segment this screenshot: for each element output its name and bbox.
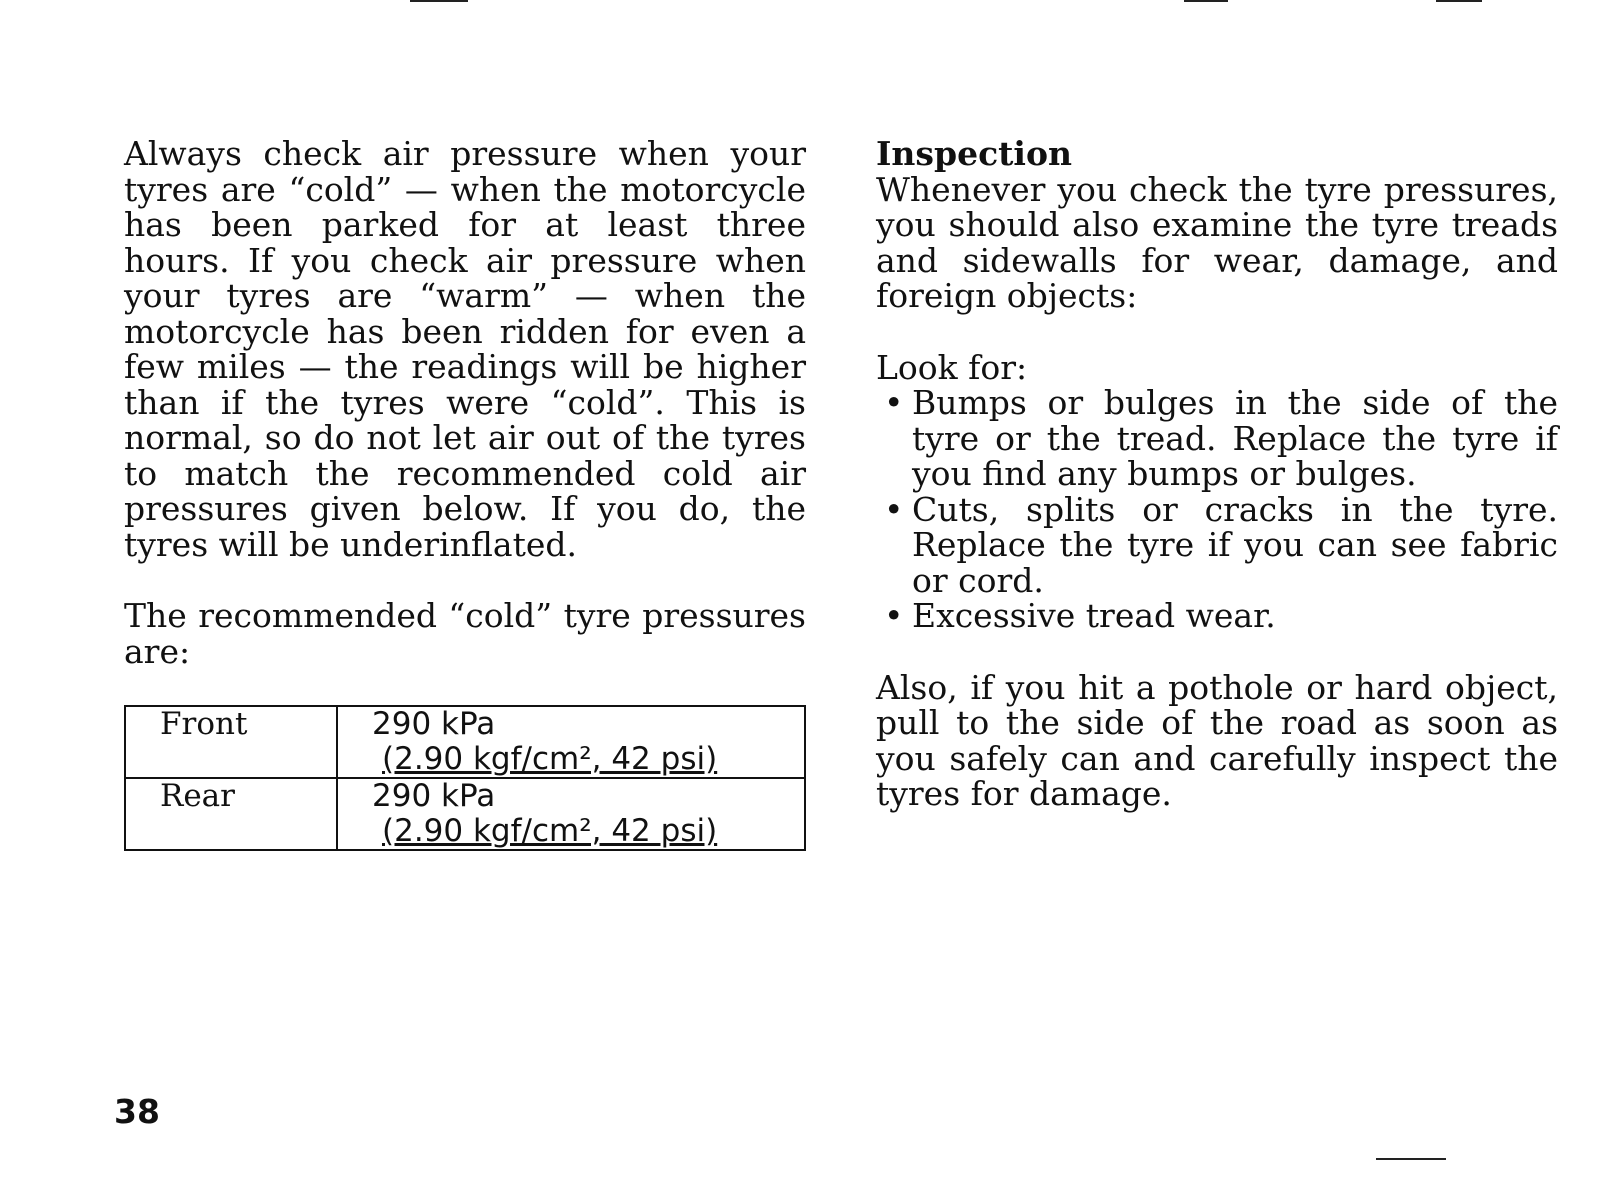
list-item: • Cuts, splits or cracks in the tyre. Replace the tyre if you can see fabric or cord. — [884, 489, 1558, 600]
table-row — [125, 706, 805, 778]
pressure-value-front — [337, 706, 805, 778]
pressure-value-rear — [337, 778, 805, 850]
right-column — [876, 136, 1558, 812]
left-column — [124, 136, 806, 851]
page-number: 38 — [114, 1092, 160, 1131]
top-edge-mark — [410, 0, 468, 2]
inspection-bullet-list — [876, 385, 1558, 634]
bottom-edge-mark — [1376, 1158, 1446, 1160]
bullet-icon: • — [884, 383, 904, 422]
inspection-paragraph: Whenever you check the tyre pressures, you should also examine the tyre treads and sidewalls for wear, damage, and foreign objects: — [876, 169, 1558, 315]
bullet-icon: • — [884, 596, 904, 635]
top-edge-mark — [1184, 0, 1228, 2]
pressure-kpa: 290 kPa — [372, 778, 496, 814]
cold-check-paragraph: Always check air pressure when your tyres are “cold” — when the motorcycle has been parked for at least three hours. If you check air pressure when your tyres are “warm” — when the motorcycle has been ridden for even a few miles — the readings will be higher than if the tyres were “cold”. This is normal, so do not let air out of the tyres to match the recommended cold air pressures given below. If you do, the tyres will be underinflated. — [124, 134, 806, 564]
bullet-icon: • — [884, 489, 904, 529]
table-row — [125, 778, 805, 850]
pressure-conversion: (2.90 kgf/cm², 42 psi) — [382, 741, 718, 777]
tyre-position-front: Front — [125, 706, 337, 778]
look-for-label: Look for: — [876, 347, 1028, 387]
list-item: • Bumps or bulges in the side of the tyre or the tread. Replace the tyre if you find any bumps or bulges. — [884, 383, 1558, 493]
pressure-kpa: 290 kPa — [372, 706, 496, 742]
top-edge-mark — [1436, 0, 1482, 2]
pothole-paragraph: Also, if you hit a pothole or hard object, pull to the side of the road as soon as you safely can and carefully inspect the tyres for damage. — [876, 667, 1558, 813]
pressure-table — [124, 705, 806, 851]
tyre-position-rear: Rear — [125, 778, 337, 850]
list-item: • Excessive tread wear. — [884, 596, 1276, 635]
pressure-conversion: (2.90 kgf/cm², 42 psi) — [382, 813, 718, 849]
inspection-heading: Inspection — [876, 134, 1072, 173]
recommended-pressures-paragraph: The recommended “cold” tyre pressures are: — [124, 596, 806, 671]
